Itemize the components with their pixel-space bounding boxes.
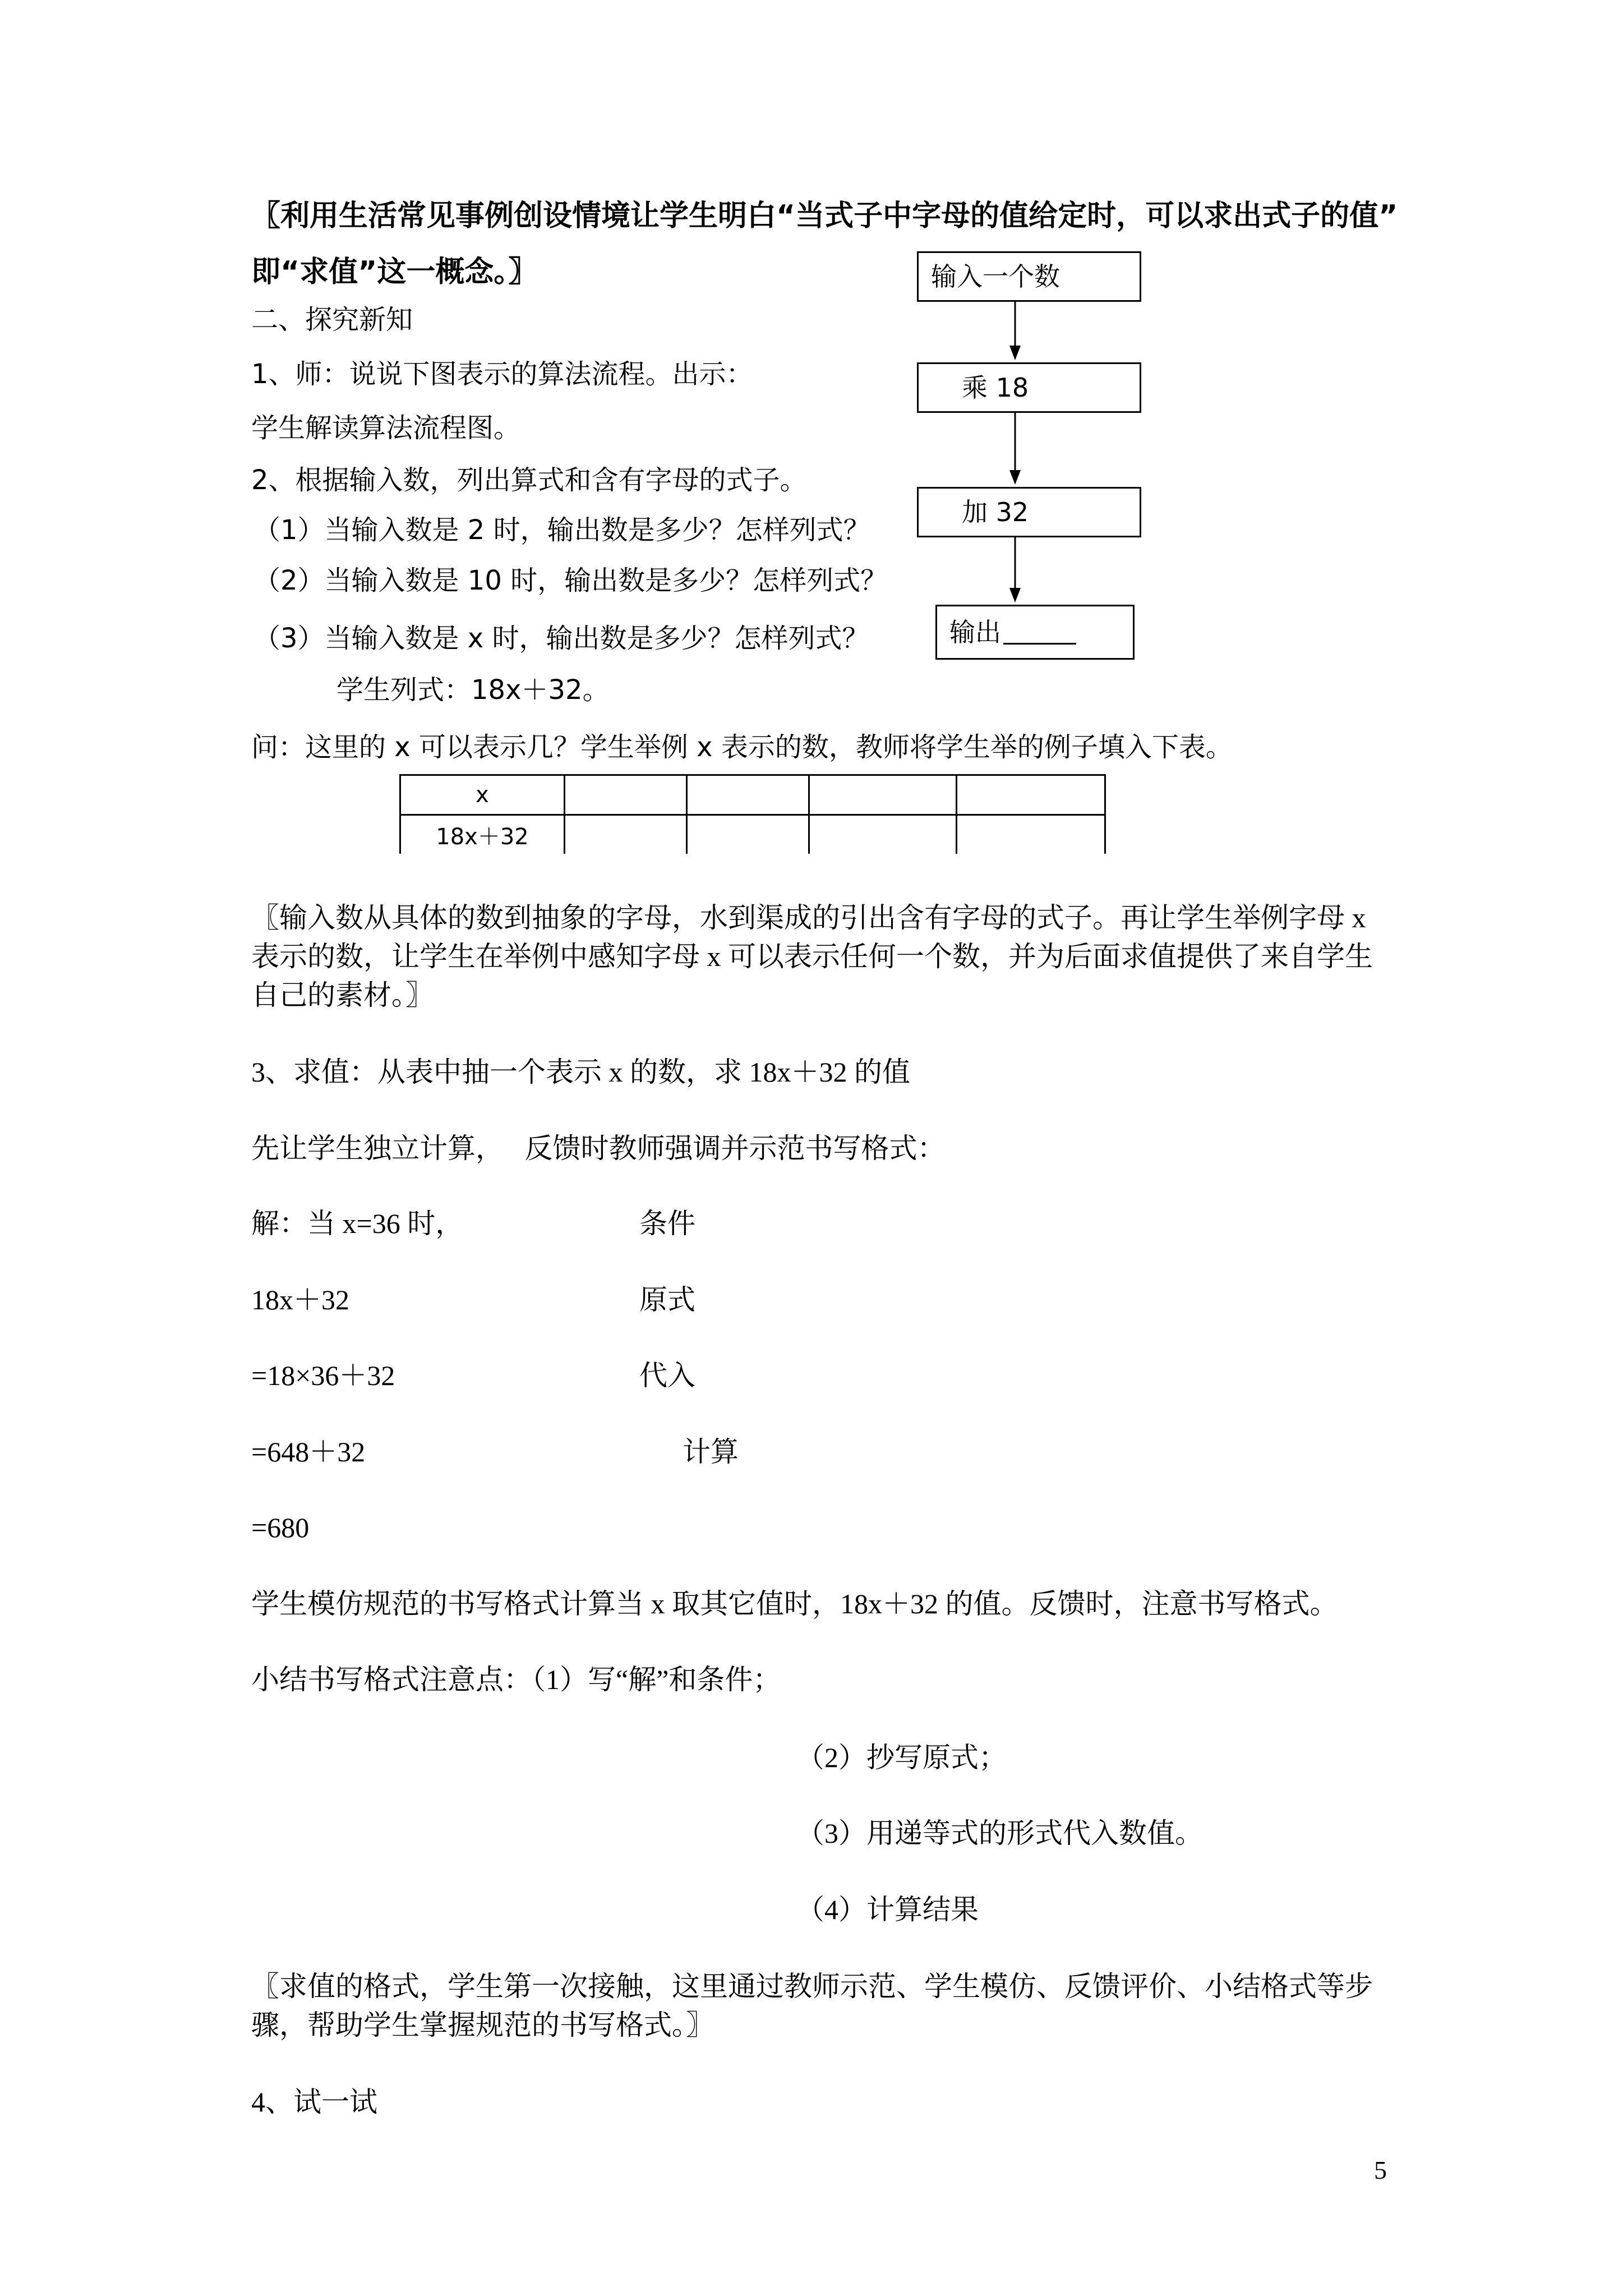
- table-cell: [957, 775, 1105, 815]
- question-1: （1）当输入数是 2 时，输出数是多少？怎样列式？: [253, 514, 870, 546]
- question-3: （3）当输入数是 x 时，输出数是多少？怎样列式？: [253, 623, 869, 654]
- summary-item-2: （2）抄写原式；: [796, 1742, 1007, 1773]
- question-line: 问：这里的 x 可以表示几？学生举例 x 表示的数，教师将学生举的例子填入下表。: [251, 731, 1233, 763]
- paragraph-imitate: 学生模仿规范的书写格式计算当 x 取其它值时，18x＋32 的值。反馈时，注意书写格式。: [251, 1588, 1338, 1619]
- table-cell-expr-header: 18x＋32: [400, 815, 565, 854]
- table-cell: [687, 815, 809, 854]
- table-cell: [687, 775, 809, 815]
- paragraph-3: 2、根据输入数，列出算式和含有字母的式子。: [251, 464, 807, 496]
- solution-label-calculate: 计算: [683, 1436, 739, 1467]
- solution-line-1: 解：当 x=36 时，: [251, 1208, 464, 1239]
- solution-line-3: =18×36＋32: [251, 1360, 395, 1391]
- paragraph-1: 1、师：说说下图表示的算法流程。出示：: [251, 358, 753, 390]
- note-1-line-1: 〖输入数从具体的数到抽象的字母，水到渠成的引出含有字母的式子。再让学生举例字母 x: [251, 902, 1366, 933]
- question-2: （2）当输入数是 10 时，输出数是多少？怎样列式？: [253, 565, 888, 596]
- paragraph-qiuzhi: 3、求值：从表中抽一个表示 x 的数，求 18x＋32 的值: [251, 1056, 910, 1088]
- student-expression: 学生列式：18x＋32。: [336, 674, 610, 706]
- solution-label-original: 原式: [639, 1284, 695, 1315]
- table-cell: [565, 775, 687, 815]
- paragraph-2: 学生解读算法流程图。: [251, 412, 521, 444]
- table-cell: [957, 815, 1105, 854]
- arrow-3-head: [1009, 588, 1021, 602]
- flow-box-input-label: 输入一个数: [931, 261, 1060, 292]
- note-1-line-3: 自己的素材。〗: [251, 979, 434, 1011]
- solution-line-2: 18x＋32: [251, 1284, 349, 1315]
- heading-line-1: 〖利用生活常见事例创设情境让学生明白“当式子中字母的值给定时，可以求出式子的值”: [251, 199, 1398, 233]
- solution-line-4: =648＋32: [251, 1436, 366, 1467]
- table-cell: [809, 815, 957, 854]
- arrow-2-head: [1009, 470, 1021, 485]
- solution-label-condition: 条件: [639, 1208, 695, 1239]
- table-cell: [565, 815, 687, 854]
- note-2-line-2: 骤，帮助学生掌握规范的书写格式。〗: [251, 2009, 714, 2041]
- flow-box-output-label: 输出: [949, 617, 1001, 647]
- arrow-1-head: [1009, 346, 1021, 360]
- example-table: [399, 774, 1106, 854]
- table-row: [400, 775, 1105, 815]
- flow-box-add-label: 加 32: [962, 497, 1029, 527]
- paragraph-first-calc: 先让学生独立计算， 反馈时教师强调并示范书写格式：: [251, 1133, 946, 1164]
- page-number: 5: [1374, 2156, 1387, 2184]
- solution-line-5: =680: [251, 1512, 310, 1543]
- table-cell-x-header: x: [400, 775, 565, 815]
- summary-intro: 小结书写格式注意点：（1）写“解”和条件；: [251, 1664, 781, 1695]
- section-title: 二、探究新知: [251, 304, 413, 335]
- table-cell: [809, 775, 957, 815]
- table-row: [400, 815, 1105, 854]
- heading-line-2: 即“求值”这一概念。〗: [251, 255, 538, 289]
- summary-item-3: （3）用递等式的形式代入数值。: [796, 1818, 1203, 1849]
- note-1-line-2: 表示的数，让学生在举例中感知字母 x 可以表示任何一个数，并为后面求值提供了来自学生: [251, 941, 1373, 972]
- flow-box-multiply-label: 乘 18: [962, 372, 1029, 403]
- summary-item-4: （4）计算结果: [796, 1894, 979, 1925]
- solution-label-substitute: 代入: [639, 1360, 695, 1391]
- paragraph-try: 4、试一试: [251, 2086, 377, 2118]
- note-2-line-1: 〖求值的格式，学生第一次接触，这里通过教师示范、学生模仿、反馈评价、小结格式等步: [251, 1971, 1373, 2002]
